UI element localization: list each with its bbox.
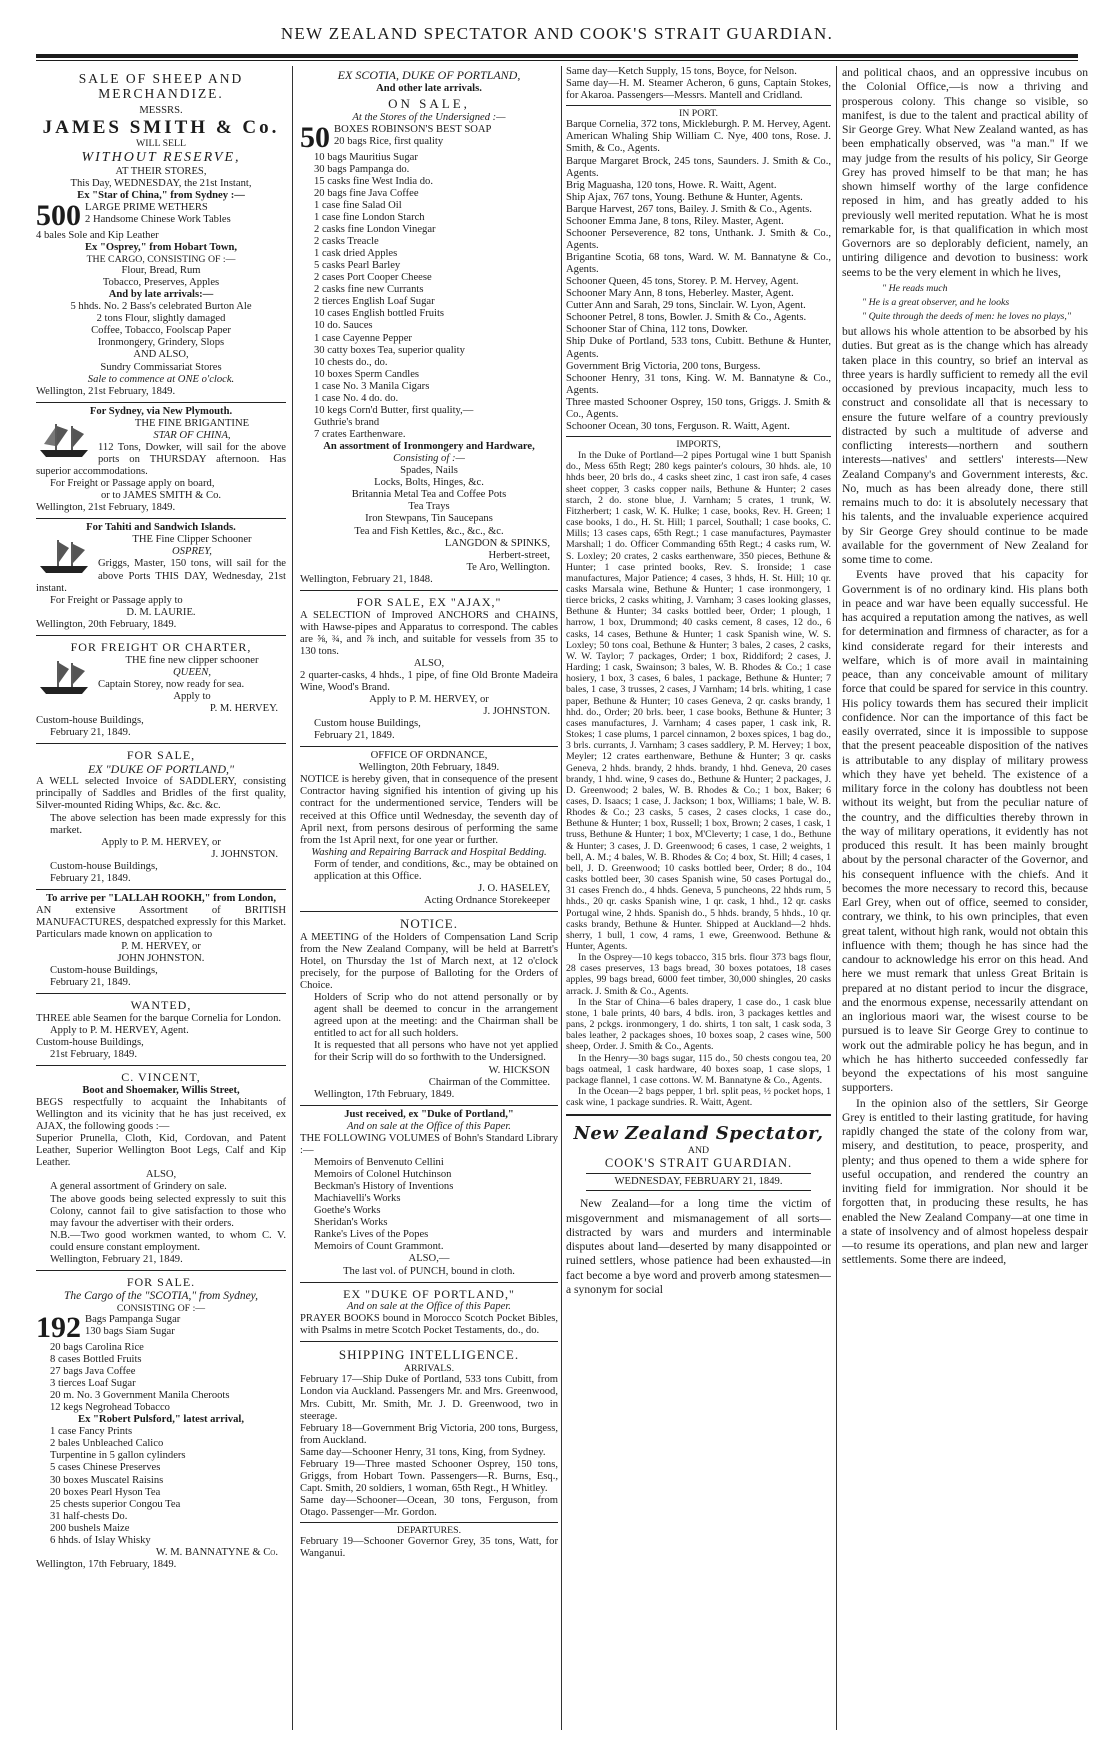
advert-text: And by late arrivals:—: [108, 289, 214, 301]
advert-heading: FOR SALE, EX "AJAX,": [356, 594, 502, 609]
advert-body: 2 quarter-casks, 4 hhds., 1 pipe, of fine Old Bronte Madeira Wine, Wood's Brand.: [300, 669, 558, 693]
advert-heading: OFFICE OF ORDNANCE,: [370, 750, 488, 762]
advert-date: Wellington, February 21, 1849.: [50, 1253, 183, 1265]
advert-signature: W. HICKSON: [488, 1064, 550, 1076]
list-item: Beckman's History of Inventions: [314, 1181, 454, 1193]
list-item: 10 boxes Sperm Candles: [314, 368, 420, 380]
list-item: Tea Trays: [408, 501, 450, 513]
paper-title-and: AND: [687, 1144, 710, 1156]
advert-text: J. JOHNSTON.: [483, 706, 550, 718]
advert-body: A general assortment of Grindery on sale.: [50, 1181, 227, 1193]
advert-text: AT THEIR STORES,: [115, 165, 207, 177]
column-divider: [561, 66, 562, 1730]
list-item: Guthrie's brand: [314, 416, 380, 428]
advert-subheading: And on sale at the Office of this Paper.: [347, 1120, 511, 1132]
advert-wanted: [36, 994, 286, 1066]
advert-text: Apply to: [173, 690, 211, 702]
list-item: Three masted Schooner Osprey, 150 tons, Griggs. J. Smith & Co., Agents.: [566, 396, 831, 420]
list-item: 2 cases Port Cooper Cheese: [314, 272, 432, 284]
list-item: 10 kegs Corn'd Butter, first quality,—: [314, 404, 474, 416]
advert-date: This Day, WEDNESDAY, the 21st Instant,: [70, 177, 252, 189]
list-item: 8 cases Bottled Fruits: [50, 1353, 142, 1365]
list-item: 1 case Fancy Prints: [50, 1426, 133, 1438]
advert-text: For Freight or Passage apply on board,: [50, 478, 215, 490]
advert-text: AND ALSO,: [133, 349, 189, 361]
advert-heading: C. VINCENT,: [121, 1070, 201, 1085]
list-item: Schooner Emma Jane, 8 tons, Riley. Master, Agent.: [566, 215, 784, 227]
list-item: 2 tierces English Loaf Sugar: [314, 296, 435, 308]
advert-date: Wellington, 21st February, 1849.: [36, 502, 176, 514]
advert-heading: EX "DUKE OF PORTLAND,": [343, 1286, 515, 1301]
advert-sale-sheep: [36, 66, 286, 403]
advert-body: A WELL selected Invoice of SADDLERY, consisting principally of Saddles and Bridles of the first quality, Silver-mounted Riding Whips, &c. &c. &c.: [36, 776, 286, 812]
list-item: Spades, Nails: [400, 465, 458, 477]
list-item: Goethe's Works: [314, 1205, 381, 1217]
list-item: Schooner Ocean, 30 tons, Ferguson. R. Waitt, Agent.: [566, 420, 790, 432]
advert-text: Consisting of :—: [393, 453, 465, 465]
advert-heading: Just received, ex "Duke of Portland,": [344, 1108, 514, 1120]
advert-body: AN extensive Assortment of BRITISH MANUFACTURES, despatched expressly for this Market. Particulars made known on application to: [36, 904, 286, 941]
advert-line: Ironmongery, Grindery, Slops: [97, 337, 225, 349]
list-item: 20 bags Carolina Rice: [50, 1341, 144, 1353]
list-item: Schooner Mary Ann, 8 tons, Heberley. Master, Agent.: [566, 288, 794, 300]
advert-subheading: Boot and Shoemaker, Willis Street,: [82, 1084, 240, 1096]
advert-text: OSPREY,: [172, 546, 212, 558]
advert-signature: Te Aro, Wellington.: [466, 561, 550, 573]
advert-body: Griggs, Master, 150 tons, will sail for the above Ports THIS DAY, Wednesday, 21st instant.: [36, 558, 286, 594]
advert-heading: For Sydney, via New Plymouth.: [89, 405, 233, 417]
advert-line: Coffee, Tobacco, Foolscap Paper: [91, 325, 231, 337]
list-item: 1 case Cayenne Pepper: [314, 332, 412, 344]
list-item: Memoirs of Benvenuto Cellini: [314, 1156, 444, 1168]
section-subheading: IN PORT.: [566, 105, 831, 119]
advert-saddlery: [36, 744, 286, 890]
editorial-paragraph: but allows his whole attention to be absorbed by his duties. But great as is the change which has already taken place in this country, so brief an interval as three years is hardly sufficient to remedy all the evil occasioned by previous incapacity, much less to construct and consolidate all that is necessary to ensure the future welfare of a country previously distracted by such a multitude of adverse and conflicting interests—northern and southern interests—natives' and settlers' interests—New Zealand Company's and Government interests, &c. No, much as has been already done, there still remains much to do: it is absolutely necessary that his talents, and the invaluable experience acquired by Sir George Grey should continue to be made available for the government of New Zealand for some time to come.: [842, 325, 1088, 567]
advert-vincent: [36, 1066, 286, 1271]
advert-line: 2 Handsome Chinese Work Tables: [85, 213, 231, 225]
list-item: Schooner Petrel, 8 tons, Bowler. J. Smith & Co., Agents.: [566, 312, 807, 324]
advert-signature: W. M. BANNATYNE & Co.: [155, 1546, 278, 1558]
list-item: 12 kegs Negrohead Tobacco: [50, 1402, 170, 1414]
departure-entry: February 19—Schooner Governor Grey, 35 tons, Watt, for Wanganui.: [300, 1536, 558, 1560]
editorial-paragraph: and political chaos, and an oppressive incubus on the Colonial Office,—is now a thriving and prosperous colony. This change so visible, so manifest, is due to the talent and practical ability of Sir George Grey. What New Zealand wanted, as has been emphatically observed, was "a man." If we may judge from the results of his policy, Sir George Grey has proved himself to be that man; he has shown himself worthy of the large confidence reposed in him, and has greatly added to his previously well merited reputation. What he is most remarkable for, is that qualification in which most Governors are so deplorably deficient, namely, an untiring diligence and devotion to business: work seems to be the very element in which he lives,: [842, 66, 1088, 279]
advert-quantity: 192: [36, 1310, 81, 1344]
list-item: Britannia Metal Tea and Coffee Pots: [351, 489, 507, 501]
advert-freight: [36, 636, 286, 744]
list-item: 20 m. No. 3 Government Manila Cheroots: [50, 1390, 230, 1402]
advert-notice: [300, 912, 558, 1106]
advert-text: P. M. HERVEY.: [209, 702, 278, 714]
advert-body: THREE able Seamen for the barque Cornelia for London.: [36, 1013, 282, 1025]
section-subheading: IMPORTS,: [566, 436, 831, 450]
advert-scotia-portland: [300, 66, 558, 591]
advert-heading: For Tahiti and Sandwich Islands.: [86, 522, 236, 534]
list-item: 30 boxes Muscatel Raisins: [50, 1474, 164, 1486]
advert-signature: Herbert-street,: [488, 549, 550, 561]
column-4: [842, 66, 1088, 1734]
list-item: Brig Maguasha, 120 tons, Howe. R. Waitt, Agent.: [566, 179, 777, 191]
list-item: 1 cask dried Apples: [314, 248, 398, 260]
advert-date: Wellington, 17th February, 1849.: [314, 1088, 455, 1100]
list-item: Same day—Ketch Supply, 15 tons, Boyce, for Nelson.: [566, 66, 797, 77]
advert-subheading: And other late arrivals.: [376, 82, 482, 94]
advert-text: CONSISTING OF :—: [116, 1302, 206, 1314]
advert-heading: WANTED,: [130, 998, 192, 1013]
advert-tahiti: [36, 519, 286, 636]
advert-text: ALSO,—: [408, 1253, 450, 1265]
advert-body: The above goods being selected expressly to suit this Colony, cannot fail to give satisfaction to those who may favour the advertiser with their orders.: [50, 1193, 286, 1229]
list-item: Barque Cornelia, 372 tons, Mickleburgh. P. M. Hervey, Agent.: [566, 119, 831, 131]
list-item: 5 cases Chinese Preserves: [50, 1462, 161, 1474]
list-item: Schooner Perseverence, 82 tons, Unthank. J. Smith & Co., Agents.: [566, 227, 831, 251]
advert-body: BEGS respectfully to acquaint the Inhabitants of Wellington and its vicinity that he has just received, ex AJAX, the following goods :—: [36, 1097, 286, 1133]
advert-subheading: And on sale at the Office of this Paper.: [347, 1301, 511, 1313]
masthead: [0, 0, 1114, 46]
list-item: 10 do. Sauces: [314, 320, 373, 332]
list-item: 2 bales Unbleached Calico: [50, 1438, 164, 1450]
list-item: Ranke's Lives of the Popes: [314, 1229, 429, 1241]
list-item: Locks, Bolts, Hinges, &c.: [374, 477, 484, 489]
list-item: 10 bags Mauritius Sugar: [314, 151, 418, 163]
advert-text: Custom house Buildings,: [314, 718, 421, 730]
masthead-title: NEW ZEALAND SPECTATOR AND COOK'S STRAIT GUARDIAN.: [280, 24, 834, 43]
advert-text: THE Fine Clipper Schooner: [132, 534, 252, 546]
advert-line: Bags Pampanga Sugar: [85, 1313, 181, 1325]
item-list: [300, 152, 558, 442]
list-item: American Whaling Ship William C. Nye, 400 tons, Rose. J. Smith, & Co., Agents.: [566, 131, 831, 155]
list-item: 30 catty boxes Tea, superior quality: [314, 344, 465, 356]
advert-body: Holders of Scrip who do not attend personally or by agent shall be deemed to concur in the arrangement agreed upon at the meeting: and the Chairman shall be entitled to act for all such holders.: [314, 992, 558, 1040]
departures-continued: [566, 66, 831, 102]
advert-date: 21st February, 1849.: [50, 1049, 137, 1061]
item-list: [36, 1426, 286, 1547]
editorial-paragraph: Events have proved that his capacity for Government is of no ordinary kind. His plans both in peace and war have been equally successful. He has acquired a reputation among the natives, as well for determination and firmness of character, as for a kind considerate regard for their interests and welfare, which is of more avail in maintaining peace, than any conceivable amount of military force that could be spared for service in this country. His policy towards them has secured their implicit confidence. Nor can the importance of this fact be easily overrated, since it is impossible to suppose that the present peaceable disposition of the natives is attributable to any display of military prowess which they have yet beheld. The existence of a military force in the colony has doubtless not been without its weight, but from the peculiar nature of the country, and the difficulties thereby thrown in the way of military operations, it evidently has not produced this result. It has been mainly brought about by the personal character of the Governor, and his consequent influence with the chiefs. And it becomes the more necessary to record this, because Earl Grey, when out of office, seemed to consider, contrary, we think, to his own principles, that even great talent, without high rank, would not obtain this influence with them; though he has since had the candour to acknowledge his error on this head. And here we must remark that unless Great Britain is prepared at no distant period to incur the disgrace, and the enormous expense, necessarily attendant on an inglorious maori war, the wisest course to be pursued is to leave Sir George Grey to continue to work out the admirable policy he has begun, and in which he has hitherto succeeded confessedly far beyond the expectations of his most sanguine supporters.: [842, 568, 1088, 1095]
advert-date: February 21, 1849.: [314, 730, 395, 742]
list-item: Sheridan's Works: [314, 1217, 388, 1229]
advert-line: 5 hhds. No. 2 Bass's celebrated Burton Ale: [70, 301, 252, 313]
list-item: 6 hhds. of Islay Whisky: [50, 1534, 151, 1546]
list-item: 2 casks fine new Currants: [314, 284, 424, 296]
imports-star-of-china: In the Star of China—6 bales drapery, 1 case do., 1 cask blue stone, 1 bale prints, 40 bars, 4 bdls. iron, 3 packages kettles and pans, 2 pckgs. ironmongery, 1 do. shirts, 1 ton salt, 1 cask soda, 3 bales leather, 2 packages shoes, 10 boxes soap, 2 cases wine, 500 sheep, Order. J. Smith & Co., Agents.: [566, 996, 831, 1053]
list-item: 10 cases English bottled Fruits: [314, 308, 445, 320]
advert-body: 112 Tons, Dowker, will sail for the above ports on THURSDAY afternoon. Has superior accommodations.: [36, 441, 286, 478]
advert-line: 130 bags Siam Sugar: [85, 1325, 175, 1337]
advert-text: Apply to P. M. HERVEY, Agent.: [50, 1025, 189, 1037]
paper-nameplate: [566, 1114, 831, 1191]
advert-bohn-library: [300, 1106, 558, 1283]
advert-text: THE fine new clipper schooner: [125, 654, 259, 666]
masthead-rule-thin: [36, 60, 1078, 61]
column-divider: [836, 66, 837, 1730]
advert-line: 4 bales Sole and Kip Leather: [36, 229, 159, 241]
masthead-rule: [36, 54, 1078, 58]
list-item: 25 chests superior Congou Tea: [50, 1498, 181, 1510]
advert-text: or to JAMES SMITH & Co.: [100, 490, 222, 502]
imports-henry: In the Henry—30 bags sugar, 115 do., 50 chests congou tea, 20 bags oatmeal, 1 cask hardware, 40 boxes soap, 1 case slops, 1 package flannel, 1 case cottons. W. M. Bannatyne & Co., Agents.: [566, 1052, 831, 1086]
advert-heading: FOR SALE.: [126, 1274, 196, 1289]
column-1: [36, 66, 286, 1734]
advert-quantity: 500: [36, 198, 81, 232]
list-item: Same day—Schooner Henry, 31 tons, King, from Sydney.: [300, 1446, 546, 1458]
item-list: [36, 1342, 286, 1414]
list-item: Schooner Star of China, 112 tons, Dowker.: [566, 324, 748, 336]
advert-text: Washing and Repairing Barrack and Hospital Bedding.: [311, 846, 547, 858]
list-item: 7 crates Earthenware.: [314, 429, 406, 441]
advert-heading: FOR FREIGHT OR CHARTER,: [70, 639, 252, 654]
list-item: February 19—Three masted Schooner Osprey, 150 tons, Griggs, from Hobart Town. Passengers—R. Burns, Esq., Capt. Smith, 20 soldiers, 1 woman, 65th Regt., H Whitley.: [300, 1458, 558, 1494]
advert-body: A SELECTION of Improved ANCHORS and CHAINS, with Hawse-pipes and Apparatus to correspond. The cables are ⅝, ¾, and ⅞ inch, and suitable for vessels from 35 to 130 tons.: [300, 609, 558, 657]
advert-signature: Chairman of the Committee.: [428, 1076, 550, 1088]
advert-date: February 21, 1849.: [50, 872, 131, 884]
advert-text: Ex "Star of China," from Sydney :—: [77, 189, 245, 201]
advert-scotia-cargo: [36, 1271, 286, 1575]
list-item: Iron Stewpans, Tin Saucepans: [365, 513, 493, 525]
advert-body: THE FOLLOWING VOLUMES of Bohn's Standard Library :—: [300, 1132, 558, 1156]
list-item: Schooner Henry, 31 tons, King. W. M. Bannatyne & Co., Agents.: [566, 372, 831, 396]
advert-heading: EX SCOTIA, DUKE OF PORTLAND,: [337, 68, 521, 82]
advert-text: STAR OF CHINA,: [153, 429, 231, 441]
list-item: February 18—Government Brig Victoria, 200 tons, Burgess, from Auckland.: [300, 1422, 558, 1446]
advert-text: JOHN JOHNSTON.: [117, 953, 205, 965]
list-item: Tea and Fish Kettles, &c., &c., &c.: [354, 525, 504, 537]
advert-line: Flour, Bread, Rum: [121, 265, 201, 277]
advert-text: THE FINE BRIGANTINE: [134, 417, 250, 429]
list-item: 15 casks fine West India do.: [314, 175, 433, 187]
ship-icon: [36, 536, 92, 576]
section-subheading: DEPARTURES.: [300, 1522, 558, 1536]
advert-text: QUEEN,: [173, 666, 211, 678]
editorial-quote: " Quite through the deeds of men: he loves no plays,": [862, 311, 1071, 323]
advert-text: An assortment of Ironmongery and Hardware,: [323, 441, 535, 453]
list-item: 1 case No. 4 do. do.: [314, 392, 399, 404]
advert-heading: SALE OF SHEEP AND MERCHANDIZE.: [78, 71, 244, 102]
advert-line: Tobacco, Preserves, Apples: [102, 277, 220, 289]
paper-title: New Zealand Spectator,: [573, 1123, 824, 1145]
advert-firm: JAMES SMITH & Co.: [42, 116, 280, 138]
advert-body: Superior Prunella, Cloth, Kid, Cordovan, and Patent Leather, Superior Wellington Boot Legs, Calf and Kip Leather.: [36, 1133, 286, 1169]
list-item: 10 chests do., do.: [314, 356, 388, 368]
paper-date: WEDNESDAY, FEBRUARY 21, 1849.: [586, 1173, 811, 1191]
advert-text: J. JOHNSTON.: [211, 848, 278, 860]
advert-date: February 21, 1849.: [50, 726, 131, 738]
list-item: Machiavelli's Works: [314, 1193, 401, 1205]
advert-date: Wellington, 17th February, 1849.: [36, 1558, 177, 1570]
list-item: 5 casks Pearl Barley: [314, 260, 401, 272]
list-item: 200 bushels Maize: [50, 1522, 130, 1534]
advert-text: D. M. LAURIE.: [126, 606, 196, 618]
arrivals-list: [300, 1374, 558, 1519]
advert-date: Wellington, 21st February, 1849.: [36, 385, 176, 397]
list-item: 20 boxes Pearl Hyson Tea: [50, 1486, 161, 1498]
advert-heading: NOTICE.: [400, 916, 458, 932]
list-item: 1 case fine Salad Oil: [314, 199, 402, 211]
advert-date: Wellington, 20th February, 1849.: [358, 762, 500, 774]
advert-body: Captain Storey, now ready for sea.: [98, 678, 245, 690]
paper-subtitle: COOK'S STRAIT GUARDIAN.: [604, 1156, 793, 1171]
list-item: Government Brig Victoria, 200 tons, Burgess.: [566, 360, 761, 372]
ship-icon: [36, 657, 92, 697]
in-port-list: [566, 119, 831, 433]
advert-text: Custom-house Buildings,: [36, 714, 144, 726]
advert-text: Custom-house Buildings,: [36, 1037, 144, 1049]
advert-text: P. M. HERVEY, or: [121, 941, 201, 953]
advert-heading: To arrive per "LALLAH ROOKH," from London,: [46, 892, 276, 904]
advert-text: Sale to commence at ONE o'clock.: [87, 373, 235, 385]
advert-body: Form of tender, and conditions, &c., may be obtained on application at this Office.: [314, 858, 558, 882]
list-item: Barque Margaret Brock, 245 tons, Saunders. J. Smith & Co., Agents.: [566, 155, 831, 179]
advert-date: Wellington, 20th February, 1849.: [36, 618, 177, 630]
advert-signature: Acting Ordnance Storekeeper: [424, 894, 550, 906]
list-item: 31 half-chests Do.: [50, 1510, 128, 1522]
list-item: 30 bags Pampanga do.: [314, 163, 410, 175]
advert-text: The last vol. of PUNCH, bound in cloth.: [343, 1265, 515, 1277]
advert-body: It is requested that all persons who have not yet applied for their Scrip will do so forthwith to the Undersigned.: [314, 1040, 558, 1064]
list-item: 1 case fine London Starch: [314, 211, 425, 223]
editorial-quote: " He reads much: [882, 282, 948, 294]
list-item: Turpentine in 5 gallon cylinders: [50, 1450, 186, 1462]
advert-body: NOTICE is hereby given, that in consequence of the present Contractor having signified his intention of giving up his contract for the undermentioned service, Tenders will be received at this Office until Wednesday, the seventh day of April next, from persons desirous of performing the same from the 1st April next, for one year or further.: [300, 774, 558, 846]
list-item: Memoirs of Count Grammont.: [314, 1241, 444, 1253]
section-subheading: ARRIVALS.: [403, 1363, 455, 1375]
advert-text: WITHOUT RESERVE,: [81, 149, 241, 165]
advert-date: February 21, 1849.: [50, 977, 131, 989]
advert-body: PRAYER BOOKS bound in Morocco Scotch Pocket Bibles, with Psalms in metre Scotch Pocket Testaments, do., do.: [300, 1313, 558, 1337]
list-item: Barque Harvest, 267 tons, Bailey. J. Smith & Co., Agents.: [566, 203, 812, 215]
list-item: Same day—H. M. Steamer Acheron, 6 guns, Captain Stokes, for Akaroa. Passengers—Messrs. Mantell and Cridland.: [566, 78, 831, 102]
advert-text: Apply to P. M. HERVEY, or: [101, 836, 221, 848]
list-item: Same day—Schooner—Ocean, 30 tons, Ferguson, from Otago. Passenger—Mr. Gordon.: [300, 1495, 558, 1519]
advert-text: ALSO,: [413, 657, 445, 669]
advert-signature: J. O. HASELEY,: [478, 882, 550, 894]
advert-text: Custom-house Buildings,: [50, 860, 158, 872]
advert-text: WILL SELL: [136, 138, 186, 150]
editorial-opening: New Zealand—for a long time the victim of misgovernment and mismanagement of all sorts—distracted by wars and murders and interminable disputes about land—deserted by many disappointed or ruined settlers, whose patience had been exhausted—in fact become a bye word and proverb among statesmen— a synonym for social: [566, 1197, 831, 1296]
advert-body: A MEETING of the Holders of Compensation Land Scrip from the New Zealand Company, will be held at Barrett's Hotel, on Thursday the 1st of March next, at 12 o'clock precisely, for the purpose of Balloting for the Orders of Choice.: [300, 931, 558, 992]
editorial-quote: " He is a great observer, and he looks: [862, 296, 1010, 308]
column-divider: [292, 66, 293, 1730]
imports-portland: In the Duke of Portland—2 pipes Portugal wine 1 butt Spanish do., Mess 65th Regt; 280 kegs painter's colours, 30 hhds. ale, 10 hhds beer, 20 brls do., 4 casks sheet zinc, 1 cast iron safe, 4 cases sheet copper, 3 casks copper nails, Bethune & Hunter; 2 cases starch, 2 do. stone blue, J. Varnham; 5 crates, 1 trunk, W. Fitzherbert; 1 cask, W. K. Hulke; 1 case, books, Rev. H. Green; 1 case books, 1 do., H. St. Hill; 1 parcel, Southall; 1 case books, C. Mills; 13 cases caps, 65th Regt.; 1 case manufactures, Paymaster Marshall; 1 do. Officer Commanding 65th Regt.; 4 casks rum, W. S. Loxley; 20 crates, 2 casks earthenware, 350 pieces, Bethune & Hunter; 1 case printed books, Rev. S. Ironside; 1 case manufactures, Major Patience; 4 cases, 3 hhds, H. St. Hill; 10 qr. casks Marsala wine, Bethune & Hunter; 1 case ironmongery, 1 tierce bricks, 2 casks whiting, J. Varnham; 3 cases looking glasses, Bethune & Hunter; 34 casks bottled beer, Order; 1 plough, 1 harrow, 1 box, Drummond; 40 casks cement, 8 cases, 12 do., 6 casks, 14 cases, Bethune & Hunter; 1 cask Spanish wine, W. S. Loxley; 50 tons coal, Bethune & Hunter; 3 bales, 2 cases, 2 casks, W. W. Taylor; 7 packages, Order; 1 box, Riddiford; 2 cases, J. Harding; 1 cask, Swainson; 3 bales, W. B. Rhodes & Co.; 1 case hosiery, 1 box, 3 cases, 6 bales, 1 package, Bethune & Hunter; 7 bales, 1 case, 3 trusses, 2 cases, J Varnham; 14 brls. whiting, 1 case paper, Bethune & Hunter; 10 cases Geneva, 2 qr. casks brandy, 1 hhd. do., Order; 20 brls. beer, 1 case books, Bethune & Hunter; 3 cases manufactures, J. Varnham; 4 cases paper, 1 cask ink, R. Stokes; 1 case plums, 1 parcel cinnamon, 2 boxes spices, 1 bag do., 3 brls. currants, J. Varnham; 3 cases saddlery, P. M. Hervey; 1 box, Meyler; 12 crates earthenware, Bethune & Hunter; 3 qr. casks Geneva, 2 hhds. brandy, 2 hhds. brandy, 1 hhd. Geneva, 20 cases brandy, 1 hhd. wine, 9 cases do., Bethune & Hunter; 2 packages, J. D. Greenwood; 2 bales, W. B. Rhodes & Co.; 1 box, Baker; 6 cases, D. Isaacs; 1 case, J. Jackson; 1 box, Williams; 1 bale, W. B. Rhodes & Co.; 23 casks, 5 cases, 2 cases clocks, 1 case do., Bethune & Hunter; 1 box, Russell; 1 box, Brown; 2 cases, 1 cask, 1 truss, Bethune & Hunter; 1 box, M'Cleverty; 1 case, 1 do., Bethune & Hunter; 3 cases, J. D. Greenwood; 6 cases, 1 case, 2 weights, 1 bell, A. M.; 4 bales, W. B. Rhodes & Co; 4 box, St. Hill; 4 cases, 1 bell, J. D. Greenwood; 10 casks bottled beer, Order; 8 do., 104 casks bottled beer, 30 cases Spanish wine, 50 cases Portugal do., 31 cases French do., 4 hhds. Geneva, 5 puncheons, 22 hhds rum, 5 hhds., 20 qr. casks Spanish wine, 1 qr. cask, 1 hhd., 12 qr. casks Portugal wine, 2 hhds. Spanish do., 5 hhds. brandy, 5 hhds., 10 qr. casks brandy, Bethune & Hunter. Shipped at Auckland—2 hhds. sherry, 1 bull, 1 cow, 4 rams, 1 ewe, Greenwood. Bethune & Hunter, Agents.: [566, 450, 831, 952]
editorial-paragraph: In the opinion also of the settlers, Sir George Grey is entitled to their lasting gratitude, for having rapidly changed the state of the colony from war, misery, and destitution, to peace, prosperity, and plenty; and thus opened to them a wide sphere for useful occupation, and rendered the country an inviting field for immigration. Nor should it be forgotten that, in producing these results, he has enabled the New Zealand Company—at one time in a state of insolvency and of almost hopeless despair—to resume its operations, and plan new and larger settlements. Some there are indeed,: [842, 1096, 1088, 1267]
imports-osprey: In the Osprey—10 kegs tobacco, 315 brls. flour 373 bags flour, 28 cases preserves, 13 bags bread, 30 boxes potatoes, 18 cases apples, 99 bags bread, 6000 feet timber, 30,000 shingles, 20 casks arrack. J. Smith & Co., Agents.: [566, 952, 831, 997]
advert-heading: FOR SALE,: [126, 747, 196, 762]
advert-sydney: [36, 403, 286, 520]
list-item: February 17—Ship Duke of Portland, 533 tons Cubitt, from London via Auckland. Passengers Mr. and Mrs. Greenwood, Mrs. Cubitt, Mr. Smith, Mr. J. D. Greenwood, two in steerage.: [300, 1374, 558, 1422]
advert-ajax: [300, 591, 558, 747]
list-item: Brigantine Scotia, 68 tons, Ward. W. M. Bannatyne & Co., Agents.: [566, 252, 831, 276]
advert-text: ALSO,: [145, 1169, 177, 1181]
advert-text: MESSRS.: [139, 104, 183, 116]
advert-text: Ex "Osprey," from Hobart Town,: [84, 241, 238, 253]
item-list: [300, 465, 558, 537]
list-item: 20 bags fine Java Coffee: [314, 187, 419, 199]
list-item: 1 case No. 3 Manila Cigars: [314, 380, 430, 392]
advert-line: BOXES ROBINSON'S BEST SOAP: [334, 123, 492, 135]
list-item: Schooner Queen, 45 tons, Storey. P. M. Hervey, Agent.: [566, 276, 799, 288]
section-heading: SHIPPING INTELLIGENCE.: [338, 1347, 520, 1363]
advert-text: THE CARGO, CONSISTING OF :—: [86, 253, 236, 265]
list-item: 2 casks Treacle: [314, 236, 379, 248]
column-3: [566, 66, 831, 1734]
list-item: 2 casks fine London Vinegar: [314, 223, 436, 235]
list-item: Ship Ajax, 767 tons, Young. Bethune & Hunter, Agents.: [566, 191, 803, 203]
advert-text: EX "DUKE OF PORTLAND,": [87, 761, 235, 776]
list-item: Memoirs of Colonel Hutchinson: [314, 1169, 452, 1181]
imports-ocean: In the Ocean—2 bags pepper, 1 brl. split peas, ½ pocket hops, 1 cask wine, 1 package sundries. R. Waitt, Agent.: [566, 1086, 831, 1109]
advert-date: Wellington, February 21, 1848.: [300, 573, 433, 585]
list-item: 3 tierces Loaf Sugar: [50, 1378, 136, 1390]
advert-prayer-books: [300, 1283, 558, 1343]
advert-line: Sundry Commissariat Stores: [100, 361, 222, 373]
advert-text: Apply to P. M. HERVEY, or: [369, 693, 489, 705]
advert-body: N.B.—Two good workmen wanted, to whom C. V. could ensure constant employment.: [50, 1229, 286, 1253]
advert-line: 20 bags Rice, first quality: [334, 135, 444, 147]
advert-signature: LANGDON & SPINKS,: [444, 537, 550, 549]
advert-line: 2 tons Flour, slightly damaged: [96, 313, 226, 325]
advert-text: At the Stores of the Undersigned :—: [352, 111, 506, 123]
advert-line: LARGE PRIME WETHERS: [85, 201, 208, 213]
advert-text: For Freight or Passage apply to: [50, 594, 183, 606]
advert-subheading: The Cargo of the "SCOTIA," from Sydney,: [63, 1289, 259, 1302]
advert-body: The above selection has been made expressly for this market.: [50, 812, 286, 836]
advert-lallah-rookh: [36, 890, 286, 995]
advert-text: Custom-house Buildings,: [50, 965, 158, 977]
ship-icon: [36, 420, 92, 460]
list-item: 27 bags Java Coffee: [50, 1365, 136, 1377]
advert-text: ON SALE,: [388, 95, 470, 111]
item-list: [300, 1157, 558, 1254]
advert-text: Ex "Robert Pulsford," latest arrival,: [78, 1414, 244, 1426]
column-2: [300, 66, 558, 1734]
list-item: Ship Duke of Portland, 533 tons, Cubitt. Bethune & Hunter, Agents.: [566, 336, 831, 360]
advert-quantity: 50: [300, 120, 330, 154]
advert-ordnance: [300, 747, 558, 912]
shipping-intelligence: [300, 1342, 558, 1560]
list-item: Cutter Ann and Sarah, 29 tons, Sinclair. W. Lyon, Agent.: [566, 300, 806, 312]
